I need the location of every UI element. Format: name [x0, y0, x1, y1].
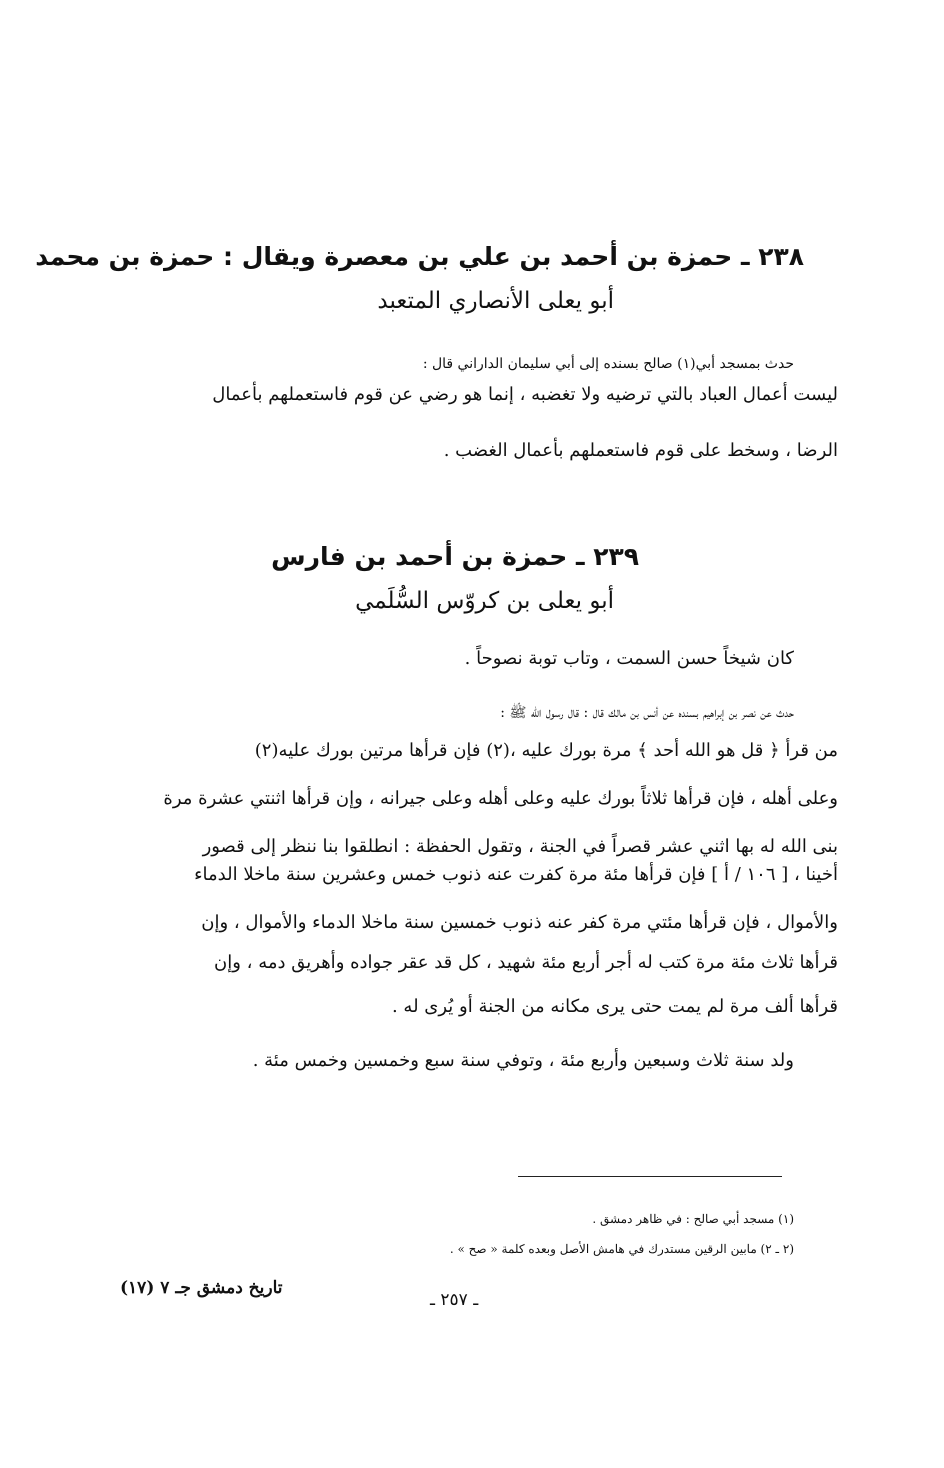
- hadith-text-line: من قرأ ﴿ قل هو الله أحد ﴾ مرة بورك عليه ،(٢) فإن قرأها مرتين بورك عليه(٢): [254, 740, 838, 761]
- entry-238-isnad: حدث بمسجد أبي(١) صالح بسنده إلى أبي سليمان الداراني قال :: [422, 356, 794, 372]
- book-reference: تاريخ دمشق جـ ٧ (١٧): [120, 1278, 283, 1298]
- hadith-text-line: بنى الله له بها اثني عشر قصراً في الجنة ، وتقول الحفظة : انطلقوا بنا ننظر إلى قصور: [202, 836, 838, 857]
- footnote-separator: [518, 1176, 782, 1177]
- footnote-2: (٢ ـ ٢) مابين الرقين مستدرك في هامش الأصل وبعده كلمة « صح » .: [449, 1242, 794, 1256]
- hadith-text-line: والأموال ، فإن قرأها مئتي مرة كفر عنه ذنوب خمسين سنة ماخلا الدماء والأموال ، وإن: [201, 912, 838, 933]
- entry-238-kunya: أبو يعلى الأنصاري المتعبد: [377, 288, 614, 314]
- entry-239-description: كان شيخاً حسن السمت ، وتاب توبة نصوحاً .: [464, 648, 794, 669]
- hadith-text-line: وعلى أهله ، فإن قرأها ثلاثاً بورك عليه وعلى أهله وعلى جيرانه ، وإن قرأها اثنتي عشرة مرة: [163, 788, 838, 809]
- entry-239-death-note: ولد سنة ثلاث وسبعين وأربع مئة ، وتوفي سنة سبع وخمسين وخمس مئة .: [252, 1050, 794, 1071]
- hadith-text-line: أخينا ، [ ١٠٦ / أ ] فإن قرأها مئة مرة كفرت عنه ذنوب خمس وعشرين سنة ماخلا الدماء: [194, 864, 838, 885]
- entry-238-text-line: الرضا ، وسخط على قوم فاستعملهم بأعمال الغضب .: [443, 440, 838, 461]
- entry-238-text-line: ليست أعمال العباد بالتي ترضيه ولا تغضبه ، إنما هو رضي عن قوم فاستعملهم بأعمال: [212, 384, 838, 405]
- footnote-1: (١) مسجد أبي صالح : في ظاهر دمشق .: [592, 1212, 794, 1226]
- hadith-text-line: قرأها ألف مرة لم يمت حتى يرى مكانه من الجنة أو يُرى له .: [391, 996, 838, 1017]
- entry-239-isnad: حدث عن نصر بن إبراهيم بسنده عن أنس بن مالك قال : قال رسول الله ﷺ :: [500, 705, 794, 721]
- entry-239-heading: ٢٣٩ ـ حمزة بن أحمد بن فارس: [271, 542, 639, 571]
- page-number: ـ ٢٥٧ ـ: [430, 1290, 479, 1310]
- entry-239-kunya: أبو يعلى بن كروّس السُّلَمي: [355, 588, 614, 614]
- hadith-text-line: قرأها ثلاث مئة مرة كتب له أجر أربع مئة شهيد ، كل قد عقر جواده وأهريق دمه ، وإن: [214, 952, 838, 973]
- entry-238-heading: ٢٣٨ ـ حمزة بن أحمد بن علي بن معصرة ويقال : حمزة بن محمد: [35, 242, 804, 271]
